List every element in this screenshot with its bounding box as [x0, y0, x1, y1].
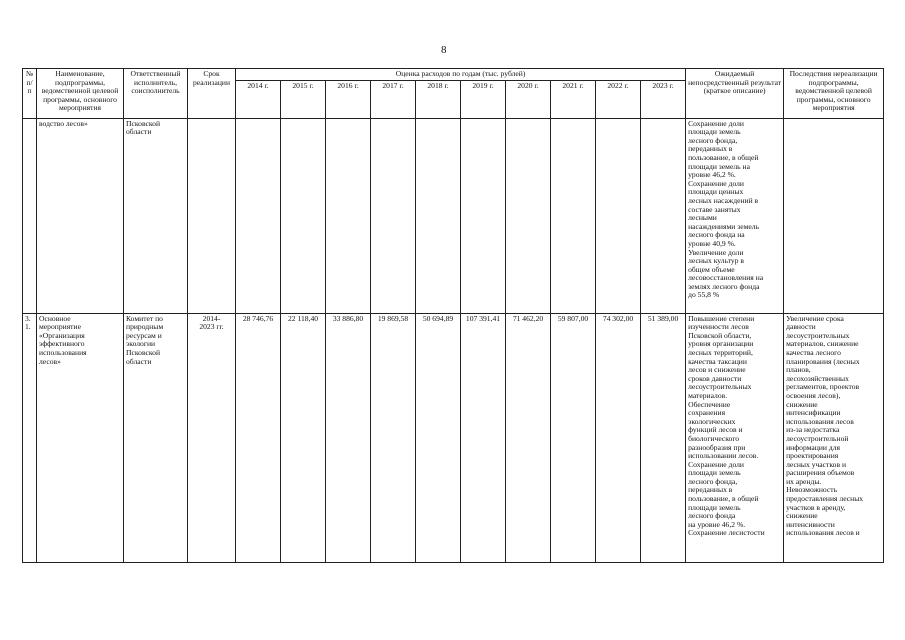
header-consequences: Последствия нереализации подпрограммы, ведомственной целевой программы, основного мероприятия — [784, 69, 884, 119]
header-term: Срок реализации — [188, 69, 236, 119]
row-name: водство лесов» — [37, 118, 124, 313]
header-result: Ожидаемый непосредственный результат (краткое описание) — [686, 69, 784, 119]
row-number — [23, 118, 37, 313]
table-row — [23, 313, 884, 562]
page-number: 8 — [441, 44, 447, 56]
row-value-2023: 51 389,00 — [641, 313, 686, 562]
row-consequences — [784, 118, 884, 313]
row-value-2015: 22 118,40 — [281, 313, 326, 562]
header-year-2016: 2016 г. — [326, 80, 371, 118]
row-value-2017 — [371, 118, 416, 313]
row-result: Повышение степени изученности лесов Псковской области, уровня организации лесных территорий, качества таксации лесов и снижение сроков давности лесоустроительных материалов. Обеспечение сохранения экологических функций лесов и биологического разнообразия при использовании лесов. Сохранение доли площади земель лесного фонда, переданных в пользование, в общей площади земель лесного фонда на уровне 46,2 %. Сохранение лесистости — [686, 313, 784, 562]
row-value-2014: 28 746,76 — [236, 313, 281, 562]
header-year-2022: 2022 г. — [596, 80, 641, 118]
row-value-2017: 19 869,58 — [371, 313, 416, 562]
row-responsible: Комитет по природным ресурсам и экологии Псковской области — [124, 313, 188, 562]
row-value-2018: 50 694,89 — [416, 313, 461, 562]
row-value-2018 — [416, 118, 461, 313]
row-value-2021 — [551, 118, 596, 313]
row-responsible: Псковской области — [124, 118, 188, 313]
row-value-2019 — [461, 118, 506, 313]
header-year-2018: 2018 г. — [416, 80, 461, 118]
row-number: 3.1. — [23, 313, 37, 562]
row-value-2022 — [596, 118, 641, 313]
header-year-2021: 2021 г. — [551, 80, 596, 118]
header-year-2020: 2020 г. — [506, 80, 551, 118]
table-header — [23, 69, 884, 119]
row-value-2020: 71 462,20 — [506, 313, 551, 562]
row-value-2016: 33 886,80 — [326, 313, 371, 562]
row-value-2015 — [281, 118, 326, 313]
row-value-2016 — [326, 118, 371, 313]
row-value-2021: 59 807,00 — [551, 313, 596, 562]
row-value-2020 — [506, 118, 551, 313]
row-value-2023 — [641, 118, 686, 313]
row-name: Основное мероприятие «Организация эффективного использования лесов» — [37, 313, 124, 562]
table-row — [23, 118, 884, 313]
row-value-2014 — [236, 118, 281, 313]
row-value-2022: 74 302,00 — [596, 313, 641, 562]
header-number: № п/п — [23, 69, 37, 119]
program-table — [22, 68, 884, 563]
row-term — [188, 118, 236, 313]
header-year-2019: 2019 г. — [461, 80, 506, 118]
header-year-2015: 2015 г. — [281, 80, 326, 118]
header-responsible: Ответственный исполнитель, соисполнитель — [124, 69, 188, 119]
row-result: Сохранение доли площади земель лесного фонда, переданных в пользование, в общей площади земель на уровне 46,2 %. Сохранение доли площади ценных лесных насаждений в составе занятых лесными насаждениями земель лесного фонда на уровне 40,9 %. Увеличение доли лесных культур в общем объеме лесовосстановления на землях лесного фонда до 55,8 % — [686, 118, 784, 313]
row-consequences: Увеличение срока давности лесоустроительных материалов, снижение качества лесного планирования (лесных планов, лесохозяйственных регламентов, проектов освоения лесов), снижение интенсификации использования лесов из-за недостатка лесоустроительной информации для проектирования лесных участков и расширения объемов их аренды. Невозможность предоставления лесных участков в аренду, снижение интенсивности использования лесов и — [784, 313, 884, 562]
row-term: 2014- 2023 гг. — [188, 313, 236, 562]
header-year-2014: 2014 г. — [236, 80, 281, 118]
row-value-2019: 107 391,41 — [461, 313, 506, 562]
header-year-2023: 2023 г. — [641, 80, 686, 118]
header-costs: Оценка расходов по годам (тыс. рублей) — [236, 69, 686, 81]
header-year-2017: 2017 г. — [371, 80, 416, 118]
header-name: Наименование, подпрограммы, ведомственной целевой программы, основного мероприятия — [37, 69, 124, 119]
